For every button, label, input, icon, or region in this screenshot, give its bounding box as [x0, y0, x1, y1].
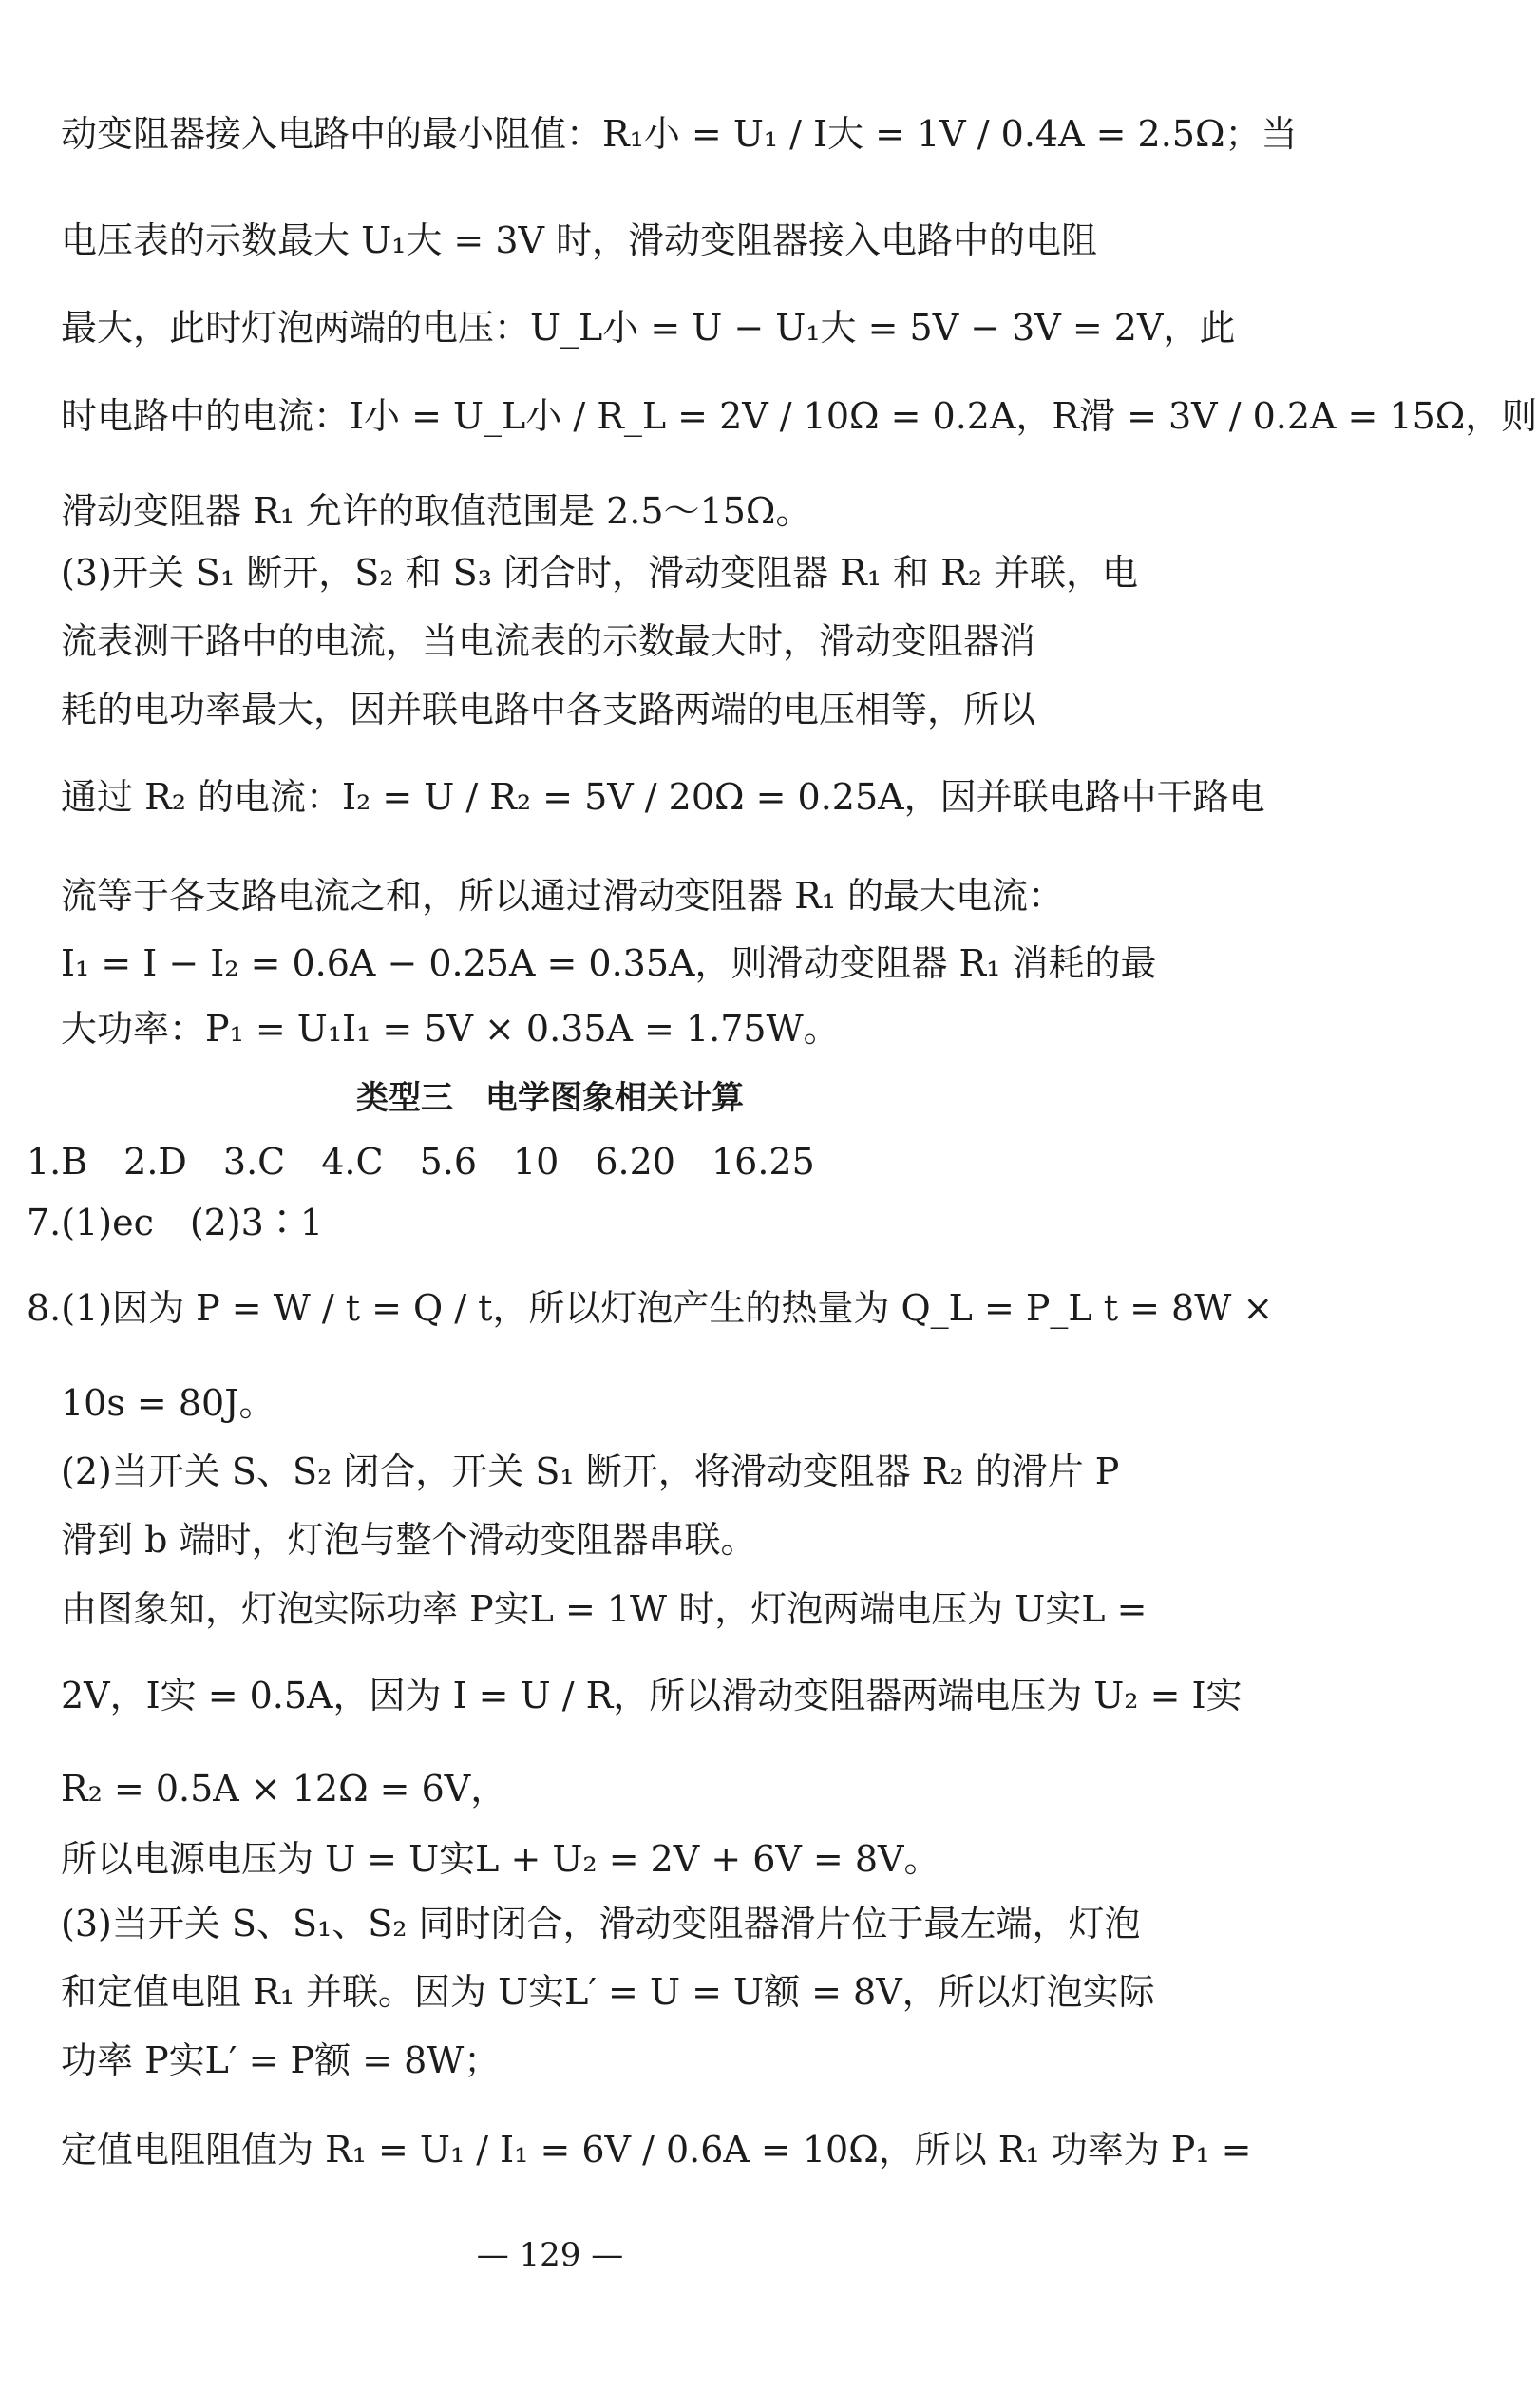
- answer-line: 10s = 80J。: [61, 1382, 275, 1424]
- text-line: 最大，此时灯泡两端的电压：U_L小 = U − U₁大 = 5V − 3V = 2V，此: [61, 307, 1236, 349]
- text-line: 耗的电功率最大，因并联电路中各支路两端的电压相等，所以: [61, 689, 1036, 730]
- text-line: 通过 R₂ 的电流：I₂ = U / R₂ = 5V / 20Ω = 0.25A，因并联电路中干路电: [61, 776, 1265, 818]
- text-line: (3)开关 S₁ 断开，S₂ 和 S₃ 闭合时，滑动变阻器 R₁ 和 R₂ 并联，电: [61, 552, 1139, 594]
- answer-line: 和定值电阻 R₁ 并联。因为 U实L′ = U = U额 = 8V，所以灯泡实际: [61, 1971, 1155, 2013]
- text-line: 流表测干路中的电流，当电流表的示数最大时，滑动变阻器消: [61, 620, 1036, 662]
- text-line: 大功率：P₁ = U₁I₁ = 5V × 0.35A = 1.75W。: [61, 1008, 840, 1050]
- text-line: 流等于各支路电流之和，所以通过滑动变阻器 R₁ 的最大电流：: [61, 875, 1065, 917]
- text-line: 时电路中的电流：I小 = U_L小 / R_L = 2V / 10Ω = 0.2A，R滑 = 3V / 0.2A = 15Ω，则: [61, 395, 1537, 437]
- text-line: 滑动变阻器 R₁ 允许的取值范围是 2.5～15Ω。: [61, 490, 812, 532]
- answer-line: 功率 P实L′ = P额 = 8W；: [61, 2039, 501, 2081]
- answer-line: R₂ = 0.5A × 12Ω = 6V，: [61, 1768, 507, 1810]
- answer-line: (3)当开关 S、S₁、S₂ 同时闭合，滑动变阻器滑片位于最左端，灯泡: [61, 1903, 1141, 1944]
- section-title: 类型三 电学图象相关计算: [356, 1079, 744, 1117]
- answer-line: 7.(1)ec (2)3∶1: [27, 1202, 324, 1243]
- answer-line: 由图象知，灯泡实际功率 P实L = 1W 时，灯泡两端电压为 U实L =: [61, 1588, 1148, 1630]
- answer-line: 滑到 b 端时，灯泡与整个滑动变阻器串联。: [61, 1519, 757, 1561]
- answer-line: 8.(1)因为 P = W / t = Q / t，所以灯泡产生的热量为 Q_L = P_L t = 8W ×: [27, 1287, 1274, 1329]
- text-line: 电压表的示数最大 U₁大 = 3V 时，滑动变阻器接入电路中的电阻: [61, 219, 1098, 261]
- answer-line: 定值电阻阻值为 R₁ = U₁ / I₁ = 6V / 0.6A = 10Ω，所以 R₁ 功率为 P₁ =: [61, 2129, 1252, 2171]
- answer-line: 1.B 2.D 3.C 4.C 5.6 10 6.20 16.25: [27, 1141, 815, 1183]
- page-number: — 129 —: [476, 2236, 624, 2274]
- answer-line: (2)当开关 S、S₂ 闭合，开关 S₁ 断开，将滑动变阻器 R₂ 的滑片 P: [61, 1450, 1120, 1492]
- text-line: I₁ = I − I₂ = 0.6A − 0.25A = 0.35A，则滑动变阻器 R₁ 消耗的最: [61, 942, 1157, 984]
- text-line: 动变阻器接入电路中的最小阻值：R₁小 = U₁ / I大 = 1V / 0.4A = 2.5Ω；当: [61, 113, 1298, 155]
- answer-line: 所以电源电压为 U = U实L + U₂ = 2V + 6V = 8V。: [61, 1838, 940, 1880]
- answer-line: 2V，I实 = 0.5A，因为 I = U / R，所以滑动变阻器两端电压为 U₂ = I实: [61, 1675, 1243, 1716]
